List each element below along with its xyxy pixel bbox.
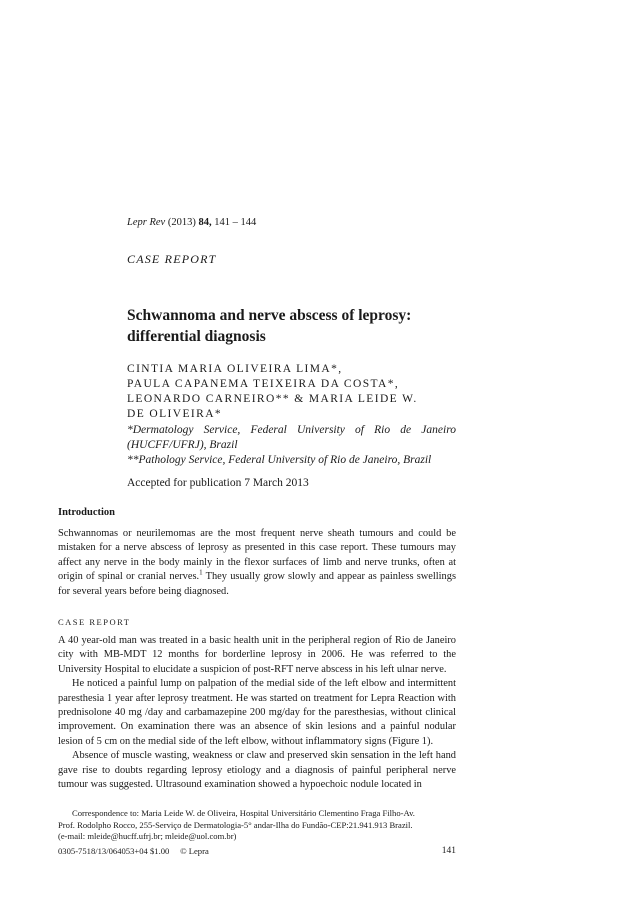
correspondence-line: Correspondence to: Maria Leide W. de Oliveira, Hospital Universitário Clementino Fraga Filho-Av.	[72, 808, 415, 818]
article-code: 0305-7518/13/064053+04 $1.00	[58, 846, 170, 856]
case-report-heading: CASE REPORT	[58, 617, 131, 627]
article-type: CASE REPORT	[127, 252, 217, 266]
author-line: LEONARDO CARNEIRO** & MARIA LEIDE W.	[127, 393, 418, 405]
article-title	[127, 305, 467, 347]
case-paragraph: Absence of muscle wasting, weakness or claw and preserved skin sensation in the left hand gave rise to doubts regarding leprosy etiology and a diagnosis of painful peripheral nerve tumour was suggested. Ultrasound examination showed a hypoechoic nodule located in	[58, 750, 456, 791]
introduction-heading: Introduction	[58, 507, 115, 518]
correspondence-email[interactable]: (e-mail: mleide@hucff.ufrj.br; mleide@uol.com.br)	[58, 831, 237, 842]
journal-pages: 141 – 144	[214, 217, 257, 228]
affiliations	[127, 423, 456, 468]
intro-text-continued: They usually grow slowly and appear as painless swellings for several years before being diagnosed.	[58, 571, 456, 597]
author-line: DE OLIVEIRA*	[127, 408, 223, 420]
page-number: 141	[441, 846, 456, 856]
title-line: differential diagnosis	[127, 328, 266, 345]
author-line: PAULA CAPANEMA TEIXEIRA DA COSTA*,	[127, 378, 400, 390]
case-report-body	[58, 634, 456, 792]
reference-1[interactable]: 1	[199, 568, 203, 577]
journal-year: (2013)	[167, 217, 196, 228]
affiliation-line: (HUCFF/UFRJ), Brazil	[127, 439, 238, 451]
journal-citation	[127, 217, 256, 228]
accepted-date: Accepted for publication 7 March 2013	[127, 477, 309, 489]
affiliation-line: *Dermatology Service, Federal University of Rio de Janeiro	[127, 424, 456, 436]
case-paragraph: A 40 year-old man was treated in a basic health unit in the peripheral region of Rio de Janeiro city with MB-MDT 12 months for borderline leprosy in 2006. He was referred to the University Hospital to elucidate a suspicion of post-RFT nerve abscess in his left ulnar nerve.	[58, 635, 456, 675]
journal-volume: 84,	[198, 217, 212, 228]
title-line: Schwannoma and nerve abscess of leprosy:	[127, 307, 412, 324]
page-footer	[58, 846, 456, 856]
journal-name: Lepr Rev	[127, 217, 166, 228]
case-paragraph: He noticed a painful lump on palpation of the medial side of the left elbow and intermittent paresthesia 1 year after leprosy treatment. He was started on treatment for Lepra Reaction with prednisolone 40 mg /day and carbamazepine 200 mg/day for the paresthesias, without clinical improvement. On examination there was an absence of skin lesions and a painful nodular lesion of 5 cm on the medial side of the left elbow, without inflammatory signs (Figure 1).	[58, 678, 456, 747]
introduction-paragraph	[58, 527, 456, 599]
correspondence	[58, 808, 456, 843]
author-line: CINTIA MARIA OLIVEIRA LIMA*,	[127, 363, 343, 375]
affiliation-line: **Pathology Service, Federal University of Rio de Janeiro, Brazil	[127, 454, 432, 466]
authors	[127, 362, 457, 422]
correspondence-line: Prof. Rodolpho Rocco, 255-Serviço de Dermatologia-5° andar-Ilha do Fundão-CEP:21.941.913 Brazil.	[58, 819, 413, 830]
intro-text: Schwannomas or neurilemomas are the most frequent nerve sheath tumours and could be mistaken for a nerve abscess of leprosy as presented in this case report. These tumours may affect any nerve in the body mainly in the flexor surfaces of limb and nerve trunks, often at origin of spinal or cranial nerves.	[58, 528, 456, 583]
copyright: © Lepra	[180, 846, 209, 856]
